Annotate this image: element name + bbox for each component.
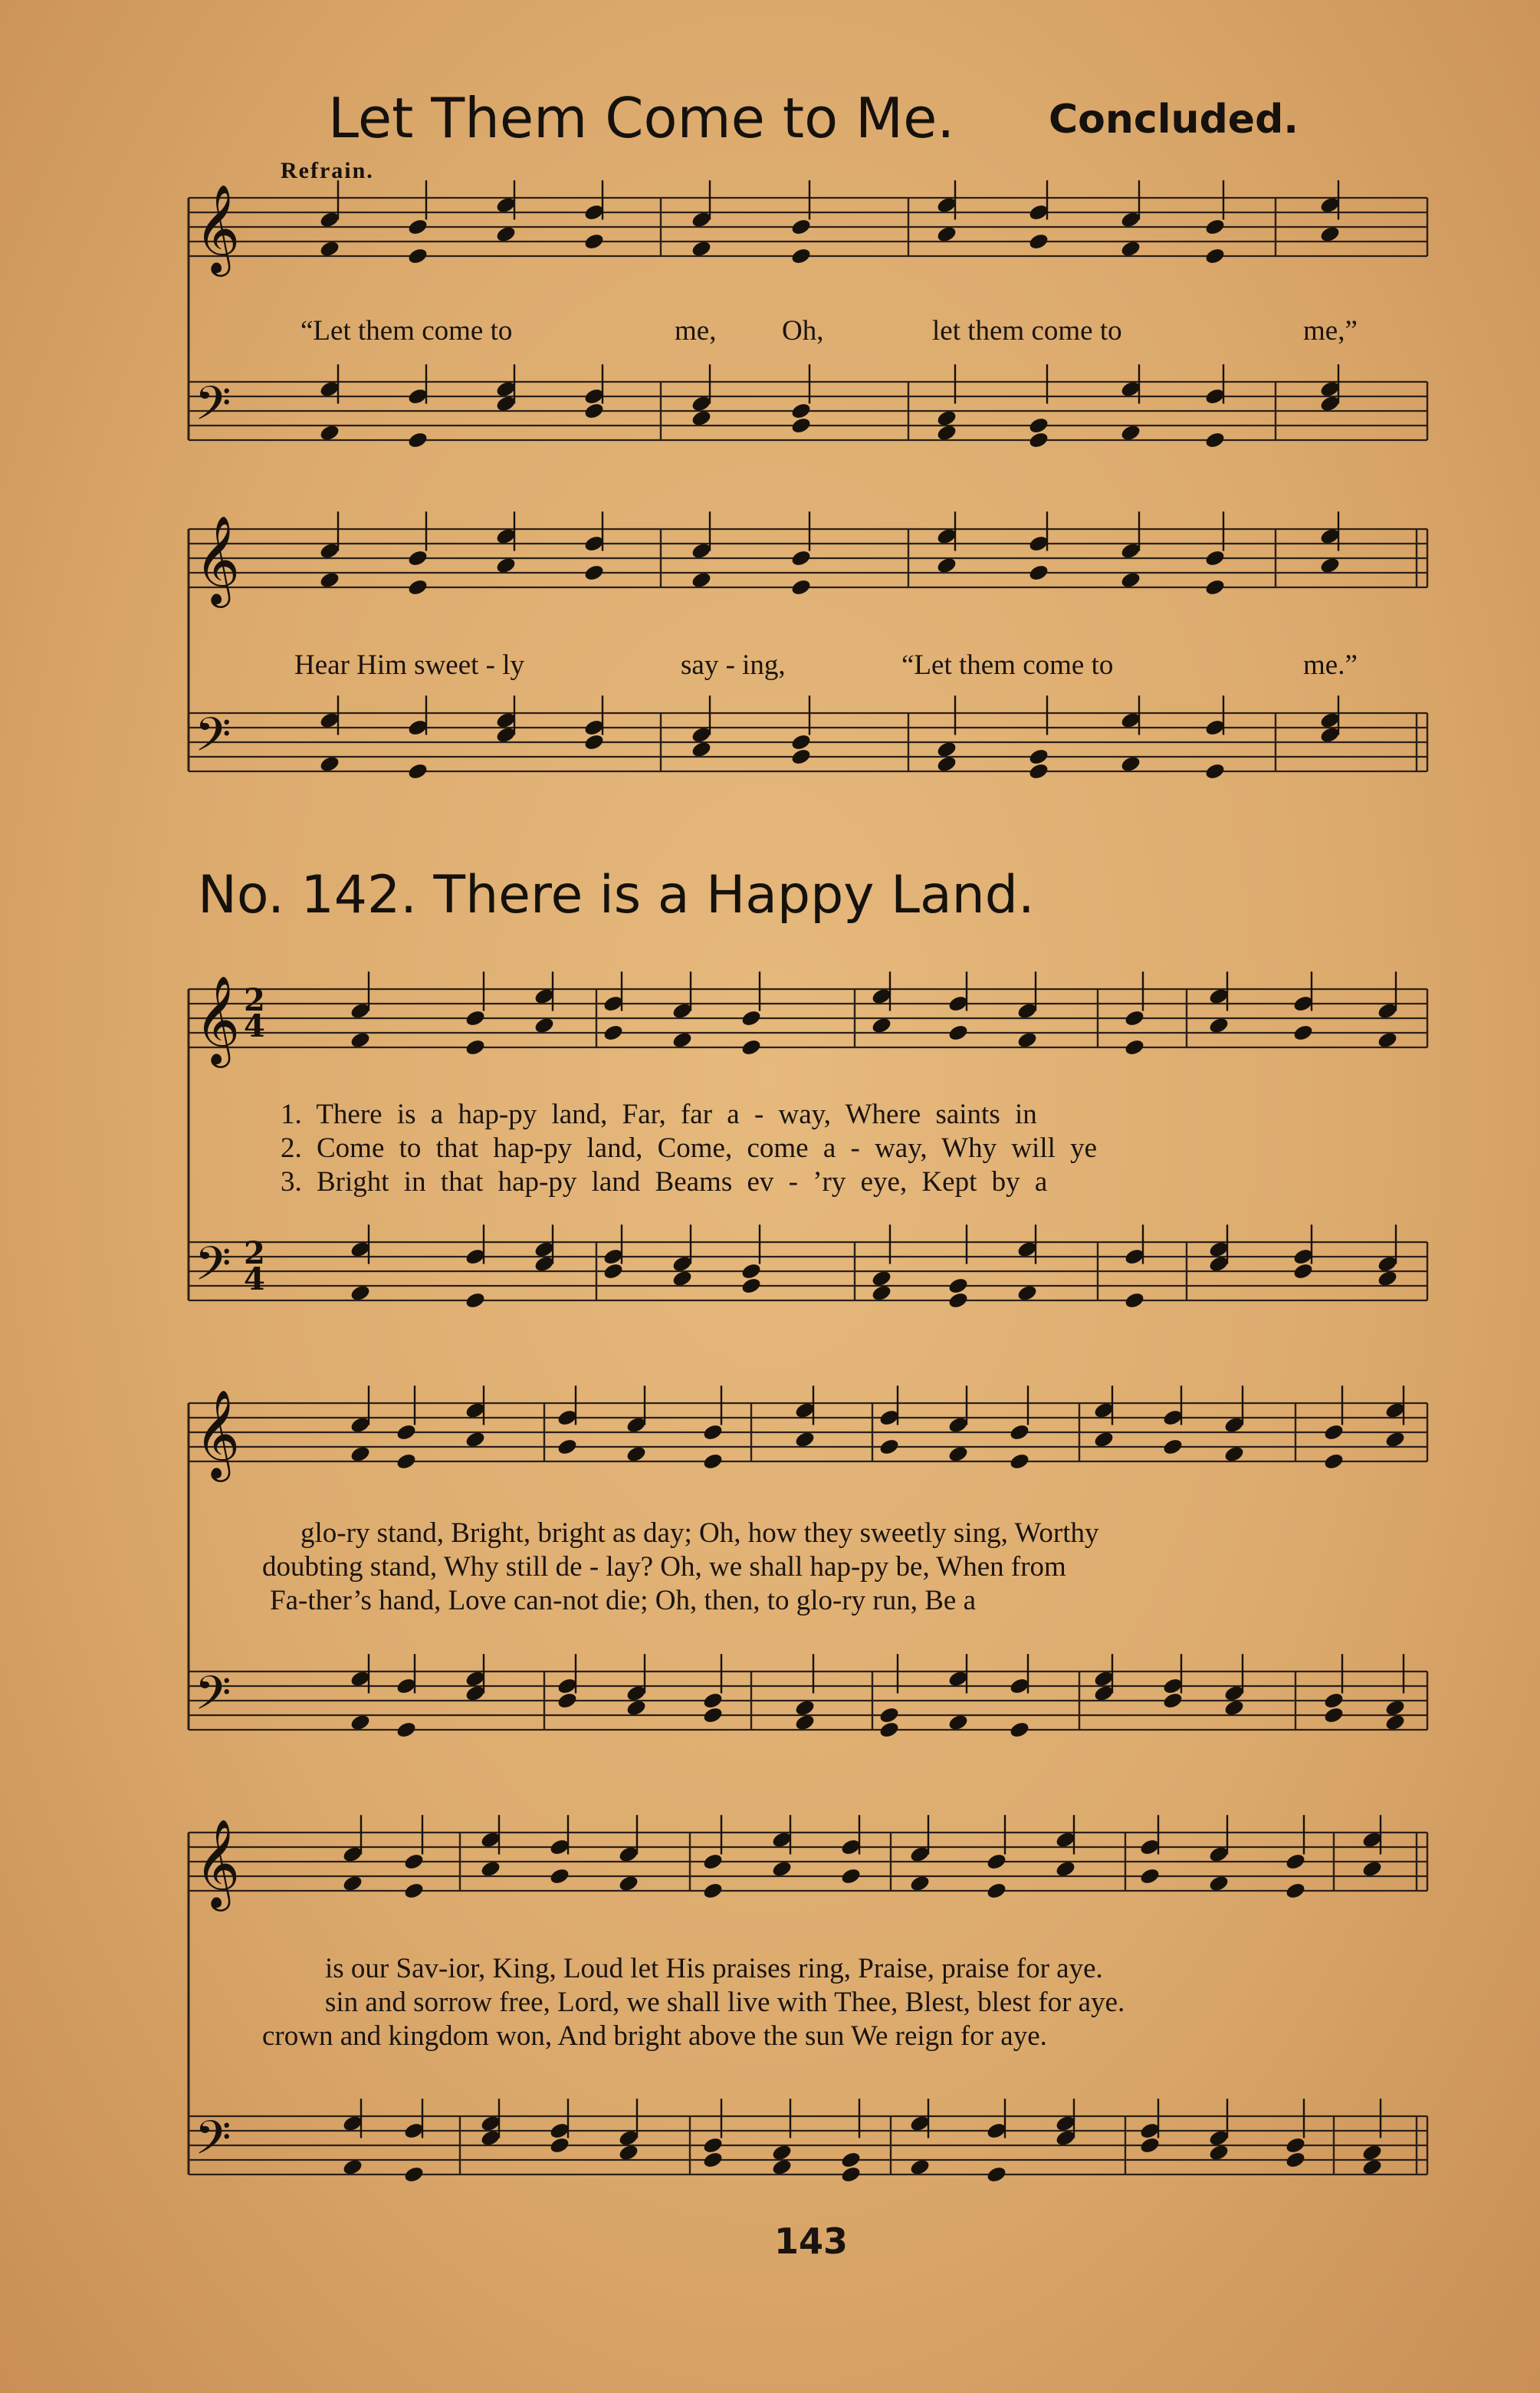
note-head	[1285, 2136, 1307, 2155]
note-head	[1285, 1882, 1307, 1901]
note-head	[702, 1852, 724, 1872]
note-head	[1028, 748, 1050, 767]
hymn-title-suffix: Concluded.	[1049, 97, 1299, 143]
verse-3-row-2: Fa-ther’s hand, Love can-not die; Oh, then, to glo-ry run, Be a	[270, 1585, 976, 1616]
note-head	[1124, 1009, 1146, 1028]
note-head	[878, 1706, 901, 1725]
time-signature-top: 2	[244, 1235, 265, 1271]
verse-3-row-3: crown and kingdom won, And bright above the sun We reign for aye.	[262, 2020, 1047, 2052]
note-head	[603, 1262, 625, 1281]
bass-clef: 𝄢	[195, 1666, 231, 1732]
bass-clef: 𝄢	[195, 708, 231, 774]
note-head	[702, 1691, 724, 1711]
lyric-fragment: me,”	[1303, 315, 1358, 347]
note-head	[1124, 1038, 1146, 1057]
time-signature-bottom: 4	[244, 1008, 265, 1044]
note-head	[1009, 1721, 1031, 1740]
note-head	[1285, 1852, 1307, 1872]
note-head	[1323, 1452, 1345, 1471]
note-head	[878, 1438, 901, 1457]
note-head	[407, 762, 429, 781]
note-head	[702, 1882, 724, 1901]
note-head	[557, 1691, 579, 1711]
note-head	[407, 431, 429, 450]
note-head	[407, 218, 429, 237]
note-head	[1139, 2136, 1161, 2155]
note-head	[986, 2165, 1008, 2184]
note-head	[396, 1423, 418, 1442]
note-head	[840, 2151, 862, 2170]
lyric-fragment: Oh,	[782, 315, 824, 347]
note-head	[1204, 762, 1226, 781]
note-head	[1204, 247, 1226, 266]
note-head	[790, 549, 813, 568]
note-head	[1292, 1262, 1315, 1281]
note-head	[790, 416, 813, 436]
verse-2-row-2: doubting stand, Why still de - lay? Oh, we shall hap-py be, When from	[262, 1551, 1066, 1583]
note-head	[878, 1721, 901, 1740]
note-head	[1204, 578, 1226, 597]
note-head	[1139, 1867, 1161, 1886]
note-head	[986, 1852, 1008, 1872]
note-head	[407, 549, 429, 568]
time-signature-top: 2	[244, 982, 265, 1018]
note-head	[702, 1706, 724, 1725]
note-head	[549, 2136, 571, 2155]
note-head	[740, 1038, 763, 1057]
note-head	[790, 578, 813, 597]
note-head	[403, 1852, 425, 1872]
verse-1-row-3: is our Sav-ior, King, Loud let His praises ring, Praise, praise for aye.	[325, 1953, 1103, 1984]
verse-1-row-2: glo-ry stand, Bright, bright as day; Oh, how they sweetly sing, Worthy	[300, 1517, 1099, 1549]
note-head	[790, 748, 813, 767]
note-head	[840, 2165, 862, 2184]
note-head	[1028, 564, 1050, 583]
lyric-fragment: me,	[675, 315, 717, 347]
bass-clef: 𝄢	[195, 376, 231, 442]
treble-clef: 𝄞	[195, 514, 241, 604]
note-head	[1009, 1452, 1031, 1471]
verse-1-row-1: 1. There is a hap-py land, Far, far a - way, Where saints in	[281, 1099, 1037, 1130]
note-head	[702, 1423, 724, 1442]
lyric-fragment: say - ing,	[681, 649, 786, 681]
treble-clef: 𝄞	[195, 975, 241, 1064]
note-head	[603, 1024, 625, 1043]
note-head	[702, 1452, 724, 1471]
page-number: 143	[774, 2220, 849, 2262]
verse-2-row-3: sin and sorrow free, Lord, we shall live with Thee, Blest, blest for aye.	[325, 1987, 1125, 2018]
note-head	[1028, 762, 1050, 781]
verse-3-row-1: 3. Bright in that hap-py land Beams ev - ’ry eye, Kept by a	[281, 1166, 1048, 1198]
treble-clef: 𝄞	[195, 1818, 241, 1908]
note-head	[403, 1882, 425, 1901]
note-head	[840, 1867, 862, 1886]
note-head	[947, 1291, 970, 1310]
hymn-title: Let Them Come to Me.	[328, 86, 955, 150]
bass-clef: 𝄢	[195, 1237, 231, 1303]
note-head	[1323, 1706, 1345, 1725]
time-signature-bottom: 4	[244, 1261, 265, 1297]
note-head	[790, 218, 813, 237]
note-head	[947, 1277, 970, 1296]
note-head	[1162, 1438, 1184, 1457]
note-head	[1204, 218, 1226, 237]
note-head	[407, 247, 429, 266]
note-head	[740, 1262, 763, 1281]
lyric-fragment: let them come to	[932, 315, 1122, 347]
note-head	[1323, 1691, 1345, 1711]
note-head	[396, 1721, 418, 1740]
note-head	[583, 564, 606, 583]
note-head	[549, 1867, 571, 1886]
note-head	[790, 402, 813, 421]
note-head	[1204, 431, 1226, 450]
bass-clef: 𝄢	[195, 2111, 231, 2177]
note-head	[1285, 2151, 1307, 2170]
note-head	[702, 2136, 724, 2155]
treble-clef: 𝄞	[195, 1389, 241, 1478]
note-head	[403, 2165, 425, 2184]
note-head	[790, 247, 813, 266]
note-head	[947, 1024, 970, 1043]
lyric-fragment: Hear Him sweet - ly	[294, 649, 525, 681]
note-head	[1009, 1423, 1031, 1442]
lyric-fragment: “Let them come to	[901, 649, 1114, 681]
note-head	[583, 402, 606, 421]
note-head	[740, 1277, 763, 1296]
lyric-fragment: me.”	[1303, 649, 1358, 681]
refrain-label: Refrain.	[281, 158, 374, 183]
verse-2-row-1: 2. Come to that hap-py land, Come, come a - way, Why will ye	[281, 1132, 1098, 1164]
note-head	[1028, 431, 1050, 450]
note-head	[583, 232, 606, 251]
note-head	[1162, 1691, 1184, 1711]
note-head	[1028, 416, 1050, 436]
note-head	[1323, 1423, 1345, 1442]
note-head	[702, 2151, 724, 2170]
lyric-fragment: “Let them come to	[300, 315, 513, 347]
note-head	[1204, 549, 1226, 568]
note-head	[1028, 232, 1050, 251]
note-head	[1292, 1024, 1315, 1043]
note-head	[986, 1882, 1008, 1901]
note-head	[583, 733, 606, 752]
treble-clef: 𝄞	[195, 183, 241, 273]
note-head	[465, 1038, 487, 1057]
note-head	[396, 1452, 418, 1471]
hymn-number-title: No. 142. There is a Happy Land.	[198, 865, 1035, 925]
note-head	[465, 1291, 487, 1310]
note-head	[1124, 1291, 1146, 1310]
note-head	[407, 578, 429, 597]
note-head	[557, 1438, 579, 1457]
note-head	[740, 1009, 763, 1028]
note-head	[790, 733, 813, 752]
note-head	[465, 1009, 487, 1028]
